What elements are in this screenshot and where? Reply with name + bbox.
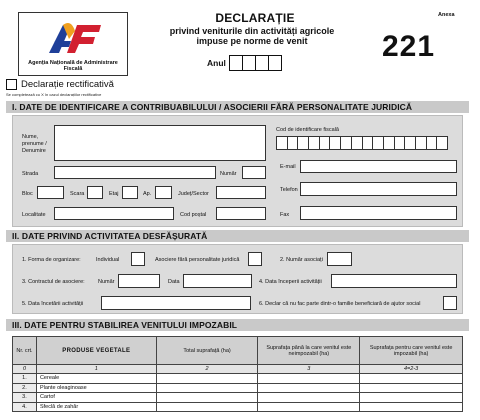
etaj-label: Etaj <box>109 191 119 197</box>
subtitle-line: privind veniturile din activități agricole <box>169 26 335 36</box>
suprafata-impozabila-cell[interactable] <box>360 383 463 393</box>
subtitle-line: impuse pe norme de venit <box>196 36 308 46</box>
total-suprafata-cell[interactable] <box>156 402 258 412</box>
total-suprafata-cell[interactable] <box>156 374 258 384</box>
etaj-field[interactable] <box>122 186 138 199</box>
row-number: 2. <box>13 383 37 393</box>
table-index-cell: 4=2-3 <box>360 365 463 374</box>
suprafata-neimpozabila-cell[interactable] <box>258 393 360 403</box>
contract-asociere-label: 3. Contractul de asociere: <box>22 279 85 285</box>
contract-numar-label: Număr <box>98 279 115 285</box>
telefon-label: Telefon <box>280 187 298 193</box>
ap-label: Ap. <box>143 191 152 197</box>
rectificativa-checkbox[interactable] <box>6 79 17 90</box>
asociere-checkbox[interactable] <box>248 252 262 266</box>
fax-field[interactable] <box>300 206 457 220</box>
numar-label: Număr <box>220 171 237 177</box>
scara-label: Scara <box>70 191 85 197</box>
table-header-cell: Nr. crt. <box>13 337 37 365</box>
table-index-row <box>13 365 463 374</box>
form-title: DECLARAȚIE <box>215 11 295 25</box>
nr-asociati-field[interactable] <box>327 252 352 266</box>
bloc-field[interactable] <box>37 186 64 199</box>
data-incetarii-label: 5. Data încetării activității <box>22 301 84 307</box>
contract-data-label: Data <box>168 279 180 285</box>
table-header-cell: PRODUSE VEGETALE <box>36 337 156 365</box>
table-index-cell: 1 <box>36 365 156 374</box>
email-field[interactable] <box>300 160 457 173</box>
table-index-cell: 0 <box>13 365 37 374</box>
scara-field[interactable] <box>87 186 103 199</box>
contract-numar-field[interactable] <box>118 274 160 288</box>
anexa-label: Anexa <box>438 12 455 18</box>
form-subtitle <box>152 26 352 46</box>
rectificativa-option[interactable] <box>6 79 114 90</box>
cif-field[interactable] <box>276 136 447 150</box>
cod-postal-field[interactable] <box>216 207 266 220</box>
judet-field[interactable] <box>216 186 266 199</box>
anul-digit-box[interactable] <box>242 55 256 71</box>
strada-field[interactable] <box>54 166 216 179</box>
cif-digit-box[interactable] <box>436 136 448 150</box>
table-row <box>13 374 463 384</box>
table-row <box>13 393 463 403</box>
table-header-row <box>13 337 463 365</box>
anul-digit-box[interactable] <box>268 55 282 71</box>
data-inceperii-field[interactable] <box>331 274 457 288</box>
anul-input[interactable] <box>229 55 281 71</box>
row-product: Cereale <box>36 374 156 384</box>
table-index-cell: 3 <box>258 365 360 374</box>
nr-asociati-label: 2. Număr asociați <box>280 257 323 263</box>
section-2-title: II. DATE PRIVIND ACTIVITATEA DESFĂȘURATĂ <box>6 230 469 242</box>
declar-checkbox[interactable] <box>443 296 457 310</box>
asociere-label: Asociere fără personalitate juridică <box>155 257 240 263</box>
nume-label: Nume, prenume / Denumire <box>22 134 47 154</box>
ap-field[interactable] <box>155 186 172 199</box>
bloc-label: Bloc <box>22 191 33 197</box>
row-number: 3. <box>13 393 37 403</box>
row-number: 4. <box>13 402 37 412</box>
table-header-cell: Total suprafață (ha) <box>156 337 258 365</box>
total-suprafata-cell[interactable] <box>156 383 258 393</box>
suprafata-impozabila-cell[interactable] <box>360 393 463 403</box>
numar-field[interactable] <box>242 166 266 179</box>
table-row <box>13 383 463 393</box>
individual-label: Individual <box>96 257 120 263</box>
cod-postal-label: Cod poștal <box>180 212 207 218</box>
table-index-cell: 2 <box>156 365 258 374</box>
individual-checkbox[interactable] <box>131 252 145 266</box>
email-label: E-mail <box>280 164 296 170</box>
declar-label: 6. Declar că nu fac parte dintr-o familie beneficiară de ajutor social <box>259 301 421 307</box>
section-3-title: III. DATE PENTRU STABILIREA VENITULUI IMPOZABIL <box>6 319 469 331</box>
suprafata-neimpozabila-cell[interactable] <box>258 383 360 393</box>
table-header-cell: Suprafața pentru care venitul este impozabil (ha) <box>360 337 463 365</box>
form-number: 221 <box>382 30 436 63</box>
row-product: Plante oleaginoase <box>36 383 156 393</box>
telefon-field[interactable] <box>300 182 457 196</box>
rectificativa-label: Declarație rectificativă <box>21 79 114 90</box>
localitate-label: Localitate <box>22 212 46 218</box>
row-number: 1. <box>13 374 37 384</box>
strada-label: Strada <box>22 171 39 177</box>
section-1-title: I. DATE DE IDENTIFICARE A CONTRIBUABILULUI / ASOCIERII FĂRĂ PERSONALITATE JURIDICĂ <box>6 101 469 113</box>
data-inceperii-label: 4. Data începerii activității <box>259 279 322 285</box>
anaf-logo-mark-icon <box>41 17 107 59</box>
total-suprafata-cell[interactable] <box>156 393 258 403</box>
table-header-cell: Suprafața până la care venitul este neimpozabil (ha) <box>258 337 360 365</box>
data-incetarii-field[interactable] <box>101 296 251 310</box>
judet-label: Județ/Sector <box>178 191 209 197</box>
anul-label: Anul <box>207 58 226 68</box>
suprafata-impozabila-cell[interactable] <box>360 374 463 384</box>
forma-organizare-label: 1. Forma de organizare: <box>22 257 81 263</box>
cif-label: Cod de identificare fiscală <box>276 127 339 133</box>
section-2-body <box>12 244 463 314</box>
section-1-body <box>12 115 463 227</box>
venit-table <box>12 336 463 412</box>
logo-caption: Agenția Națională de Administrare Fiscală <box>28 60 118 72</box>
suprafata-neimpozabila-cell[interactable] <box>258 402 360 412</box>
anaf-logo <box>18 12 128 76</box>
suprafata-impozabila-cell[interactable] <box>360 402 463 412</box>
rectificativa-note: Se completează cu X în cazul declarațiilor rectificative <box>6 92 102 97</box>
row-product: Sfeclă de zahăr <box>36 402 156 412</box>
suprafata-neimpozabila-cell[interactable] <box>258 374 360 384</box>
anul-digit-box[interactable] <box>229 55 243 71</box>
contract-data-field[interactable] <box>183 274 252 288</box>
anul-digit-box[interactable] <box>255 55 269 71</box>
localitate-field[interactable] <box>54 207 174 220</box>
table-row <box>13 402 463 412</box>
fax-label: Fax <box>280 212 290 218</box>
row-product: Cartof <box>36 393 156 403</box>
nume-field[interactable] <box>54 125 266 161</box>
